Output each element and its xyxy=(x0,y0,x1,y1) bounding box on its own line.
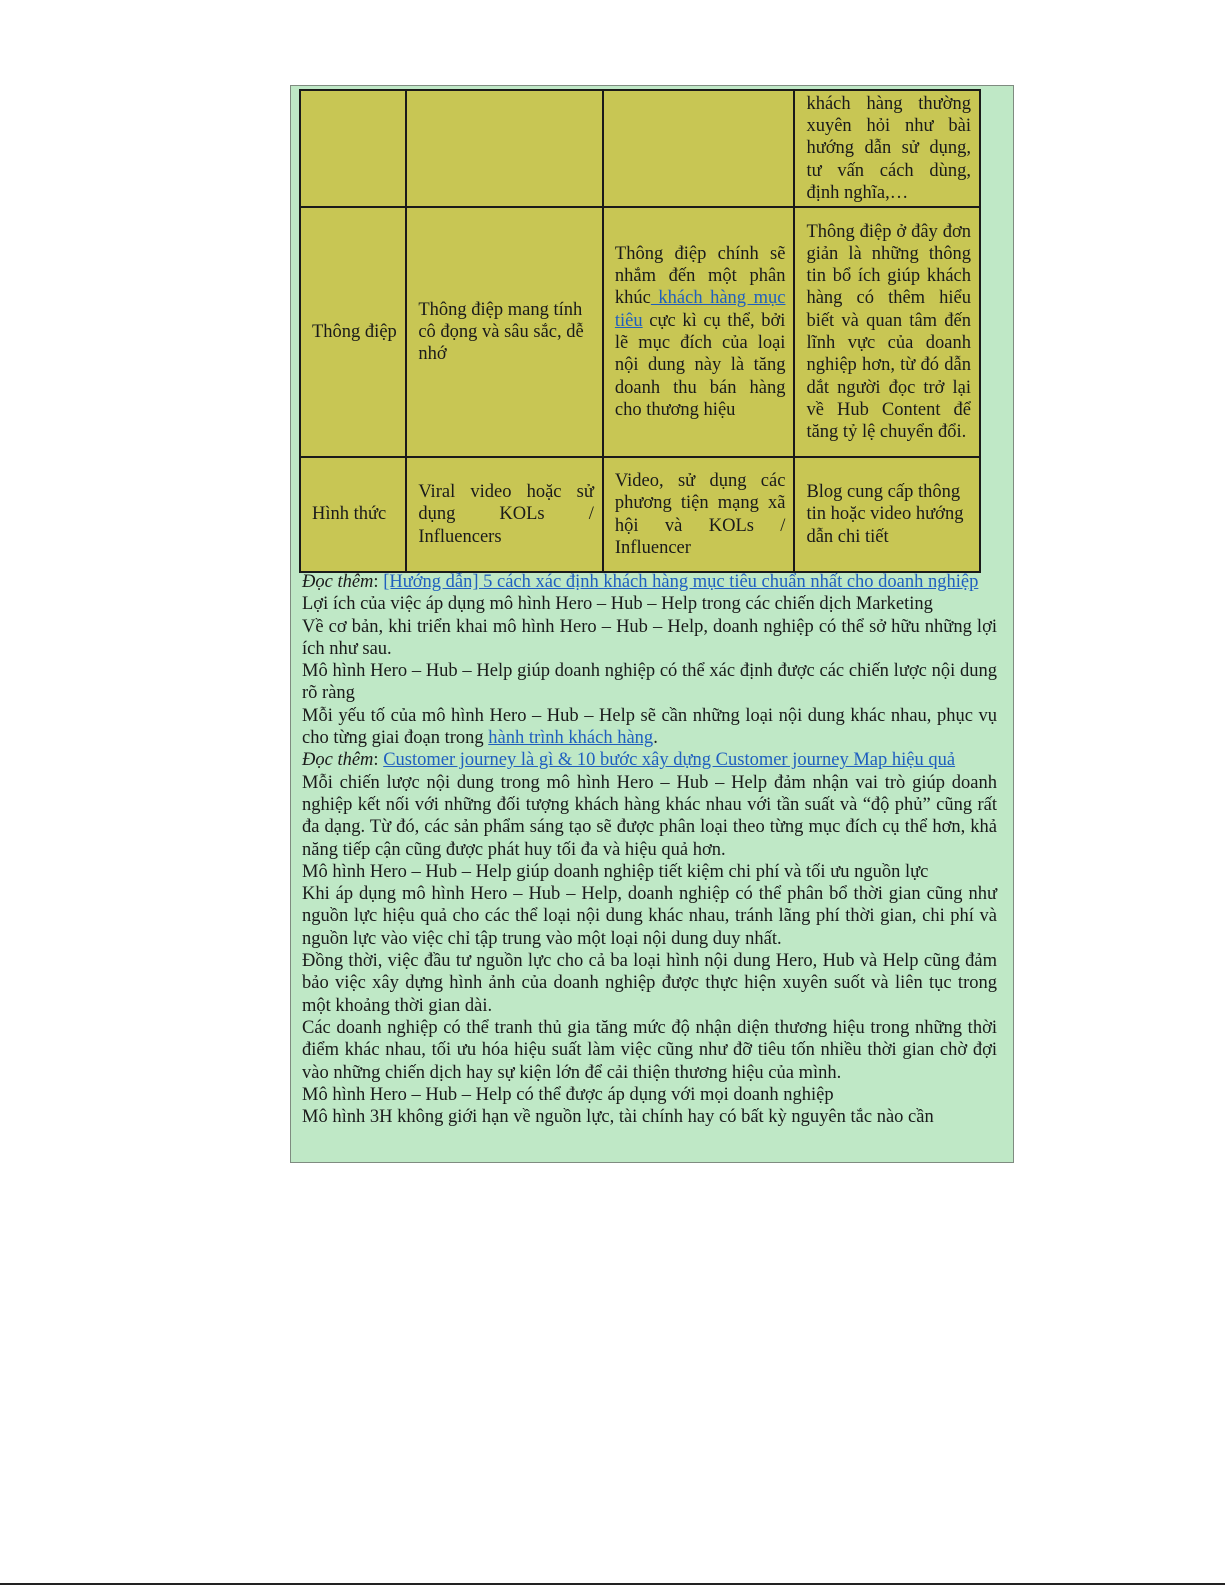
read-more-link[interactable]: Customer journey là gì & 10 bước xây dựng Customer journey Map hiệu quả xyxy=(383,750,956,771)
table-cell xyxy=(406,90,603,207)
read-more-line: Đọc thêm: [Hướng dẫn] 5 cách xác định khách hàng mục tiêu chuẩn nhất cho doanh nghiệp xyxy=(302,572,979,592)
paragraph-text: Mỗi yếu tố của mô hình Hero – Hub – Help sẽ cần những loại nội dung khác nhau, phục vụ cho từng giai đoạn trong xyxy=(302,705,997,749)
target-customer-link[interactable]: khách hàng mục tiêu xyxy=(614,288,786,331)
table-cell xyxy=(300,90,406,207)
paragraph: Khi áp dụng mô hình Hero – Hub – Help, doanh nghiệp có thể phân bổ thời gian cũng như nguồn lực hiệu quả cho các thể loại nội dung khác nhau, tránh lãng phí thời gian, chi phí và nguồn lực vào việc chỉ tập trung vào một loại nội dung duy nhất. xyxy=(302,884,997,949)
table-cell-label: Thông điệp xyxy=(300,207,406,457)
table-row xyxy=(300,207,980,457)
table-cell xyxy=(603,90,795,207)
paragraph: Đồng thời, việc đầu tư nguồn lực cho cả ba loại hình nội dung Hero, Hub và Help cũng đảm bảo việc xây dựng hình ảnh của doanh nghiệp được thực hiện xuyên suốt và liên tục trong một khoảng thời gian dài. xyxy=(302,951,997,1016)
paragraph: Mỗi chiến lược nội dung trong mô hình Hero – Hub – Help đảm nhận vai trò giúp doanh nghiệp kết nối với những đối tượng khách hàng khác nhau với tần suất và “độ phủ” cũng rất đa dạng. Từ đó, các sản phẩm sáng tạo sẽ được phân loại theo từng mục đích cụ thể hơn, khả năng tiếp cận cũng được phát huy tối đa và hiệu quả hơn. xyxy=(302,772,997,860)
content-frame xyxy=(290,85,1014,1163)
table-cell: Video, sử dụng các phương tiện mạng xã hội và KOLs / Influencer xyxy=(603,457,795,572)
table-row xyxy=(300,90,980,207)
paragraph-text: . xyxy=(653,728,658,749)
paragraph: Về cơ bản, khi triển khai mô hình Hero – Hub – Help, doanh nghiệp có thể sở hữu những lợi ích như sau. xyxy=(302,616,997,659)
table-cell: Thông điệp ở đây đơn giản là những thông tin bổ ích giúp khách hàng có thêm hiểu biết và quan tâm đến lĩnh vực của doanh nghiệp hơn, từ đó dẫn dắt người đọc trở lại về Hub Content để tăng tỷ lệ chuyển đổi. xyxy=(794,207,980,457)
article-body xyxy=(302,571,997,1128)
table-row xyxy=(300,457,980,572)
read-more-label: Đọc thêm xyxy=(302,572,374,592)
table-cell: Thông điệp mang tính cô đọng và sâu sắc, dễ nhớ xyxy=(406,207,603,457)
table-cell: khách hàng thường xuyên hỏi như bài hướng dẫn sử dụng, tư vấn cách dùng, định nghĩa,… xyxy=(794,90,980,207)
cell-text: Thông điệp chính sẽ nhắm đến một phân khúc xyxy=(614,243,786,309)
table-cell: Blog cung cấp thông tin hoặc video hướng dẫn chi tiết xyxy=(794,457,980,572)
cell-text: cực kì cụ thể, bởi lẽ mục đích của loại nội dung này là tăng doanh thu bán hàng cho thương hiệu xyxy=(614,310,786,420)
read-more-label: Đọc thêm xyxy=(302,750,374,771)
table-cell-label: Hình thức xyxy=(300,457,406,572)
read-more-line: Đọc thêm: Customer journey là gì & 10 bước xây dựng Customer journey Map hiệu quả xyxy=(302,750,956,771)
comparison-table xyxy=(299,89,981,573)
customer-journey-link[interactable]: hành trình khách hàng xyxy=(488,728,654,749)
paragraph xyxy=(302,705,997,750)
section-heading: Mô hình Hero – Hub – Help giúp doanh nghiệp tiết kiệm chi phí và tối ưu nguồn lực xyxy=(302,861,929,882)
table-cell: Viral video hoặc sử dụng KOLs / Influencers xyxy=(406,457,603,572)
read-more-link[interactable]: [Hướng dẫn] 5 cách xác định khách hàng mục tiêu chuẩn nhất cho doanh nghiệp xyxy=(383,572,979,592)
section-heading: Lợi ích của việc áp dụng mô hình Hero – Hub – Help trong các chiến dịch Marketing xyxy=(302,594,933,615)
paragraph: Các doanh nghiệp có thể tranh thủ gia tăng mức độ nhận diện thương hiệu trong những thời điểm khác nhau, tối ưu hóa hiệu suất làm việc cũng như đỡ tiêu tốn nhiều thời gian chờ đợi vào những chiến dịch hay sự kiện lớn để cải thiện thương hiệu của mình. xyxy=(302,1017,997,1083)
paragraph: Mô hình 3H không giới hạn về nguồn lực, tài chính hay có bất kỳ nguyên tắc nào cần xyxy=(302,1107,934,1128)
table-cell xyxy=(603,207,795,457)
section-heading: Mô hình Hero – Hub – Help có thể được áp dụng với mọi doanh nghiệp xyxy=(302,1084,834,1105)
section-heading: Mô hình Hero – Hub – Help giúp doanh nghiệp có thể xác định được các chiến lược nội dung rõ ràng xyxy=(302,661,997,704)
